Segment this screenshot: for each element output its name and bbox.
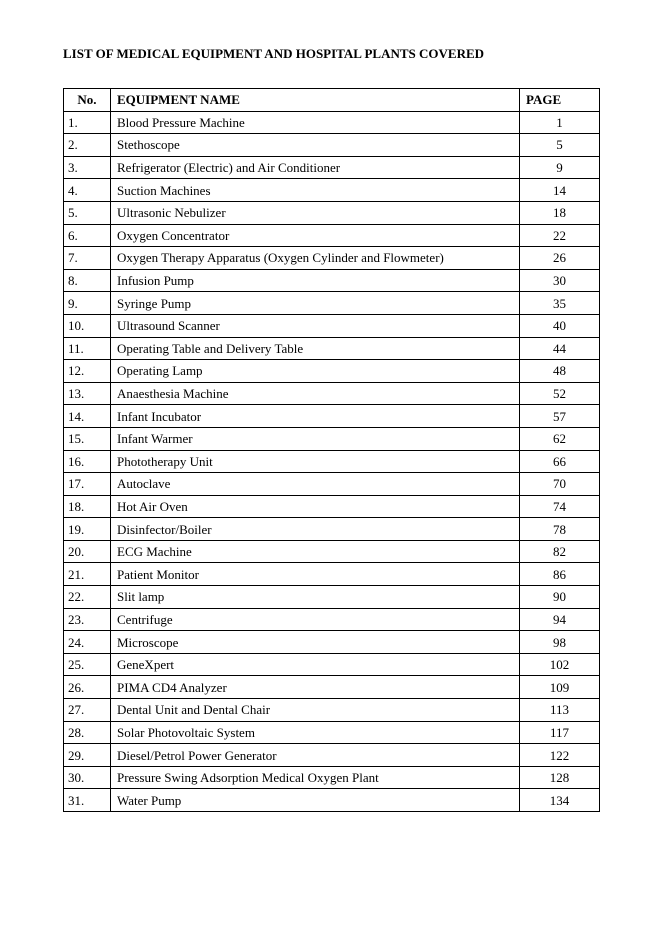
table-row xyxy=(64,608,600,631)
table-row xyxy=(64,111,600,134)
page-number: 35 xyxy=(520,292,600,315)
row-number: 23. xyxy=(64,608,111,631)
row-number: 21. xyxy=(64,563,111,586)
page-number: 1 xyxy=(520,111,600,134)
row-number: 4. xyxy=(64,179,111,202)
page-number: 98 xyxy=(520,631,600,654)
table-header-row xyxy=(64,89,600,112)
table-row xyxy=(64,360,600,383)
equipment-name: Operating Lamp xyxy=(111,360,520,383)
equipment-name: Infant Incubator xyxy=(111,405,520,428)
table-row xyxy=(64,427,600,450)
header-page: PAGE xyxy=(520,89,600,112)
row-number: 3. xyxy=(64,156,111,179)
row-number: 30. xyxy=(64,766,111,789)
equipment-name: ECG Machine xyxy=(111,540,520,563)
page-number: 22 xyxy=(520,224,600,247)
equipment-name: Infusion Pump xyxy=(111,269,520,292)
page-number: 82 xyxy=(520,540,600,563)
row-number: 8. xyxy=(64,269,111,292)
table-row xyxy=(64,450,600,473)
equipment-name: Syringe Pump xyxy=(111,292,520,315)
page-number: 40 xyxy=(520,314,600,337)
table-row xyxy=(64,518,600,541)
page-number: 94 xyxy=(520,608,600,631)
table-row xyxy=(64,721,600,744)
page-number: 18 xyxy=(520,201,600,224)
equipment-name: Anaesthesia Machine xyxy=(111,382,520,405)
page-number: 113 xyxy=(520,699,600,722)
table-row xyxy=(64,563,600,586)
page-number: 30 xyxy=(520,269,600,292)
table-row xyxy=(64,405,600,428)
row-number: 25. xyxy=(64,653,111,676)
table-row xyxy=(64,699,600,722)
equipment-name: Dental Unit and Dental Chair xyxy=(111,699,520,722)
row-number: 11. xyxy=(64,337,111,360)
equipment-name: PIMA CD4 Analyzer xyxy=(111,676,520,699)
table-row xyxy=(64,247,600,270)
table-row xyxy=(64,676,600,699)
page-number: 90 xyxy=(520,586,600,609)
equipment-name: GeneXpert xyxy=(111,653,520,676)
row-number: 2. xyxy=(64,134,111,157)
row-number: 19. xyxy=(64,518,111,541)
equipment-table xyxy=(63,88,600,812)
row-number: 16. xyxy=(64,450,111,473)
page-number: 48 xyxy=(520,360,600,383)
equipment-name: Blood Pressure Machine xyxy=(111,111,520,134)
row-number: 9. xyxy=(64,292,111,315)
equipment-name: Water Pump xyxy=(111,789,520,812)
equipment-name: Ultrasound Scanner xyxy=(111,314,520,337)
header-equipment-name: EQUIPMENT NAME xyxy=(111,89,520,112)
page-number: 44 xyxy=(520,337,600,360)
equipment-name: Stethoscope xyxy=(111,134,520,157)
row-number: 20. xyxy=(64,540,111,563)
row-number: 18. xyxy=(64,495,111,518)
row-number: 12. xyxy=(64,360,111,383)
table-row xyxy=(64,134,600,157)
table-row xyxy=(64,586,600,609)
page-number: 117 xyxy=(520,721,600,744)
row-number: 15. xyxy=(64,427,111,450)
equipment-name: Autoclave xyxy=(111,473,520,496)
page-number: 109 xyxy=(520,676,600,699)
table-body xyxy=(64,111,600,811)
table-row xyxy=(64,540,600,563)
table-row xyxy=(64,292,600,315)
table-row xyxy=(64,766,600,789)
page-number: 134 xyxy=(520,789,600,812)
equipment-name: Solar Photovoltaic System xyxy=(111,721,520,744)
table-row xyxy=(64,314,600,337)
equipment-name: Oxygen Concentrator xyxy=(111,224,520,247)
row-number: 28. xyxy=(64,721,111,744)
row-number: 7. xyxy=(64,247,111,270)
table-row xyxy=(64,789,600,812)
page-number: 66 xyxy=(520,450,600,473)
page-number: 128 xyxy=(520,766,600,789)
row-number: 27. xyxy=(64,699,111,722)
page-number: 26 xyxy=(520,247,600,270)
table-row xyxy=(64,156,600,179)
page-number: 62 xyxy=(520,427,600,450)
page-number: 52 xyxy=(520,382,600,405)
page-number: 102 xyxy=(520,653,600,676)
row-number: 14. xyxy=(64,405,111,428)
page-number: 57 xyxy=(520,405,600,428)
page-number: 78 xyxy=(520,518,600,541)
equipment-name: Pressure Swing Adsorption Medical Oxygen Plant xyxy=(111,766,520,789)
page-number: 70 xyxy=(520,473,600,496)
page-number: 14 xyxy=(520,179,600,202)
equipment-name: Oxygen Therapy Apparatus (Oxygen Cylinder and Flowmeter) xyxy=(111,247,520,270)
row-number: 31. xyxy=(64,789,111,812)
equipment-name: Phototherapy Unit xyxy=(111,450,520,473)
equipment-name: Refrigerator (Electric) and Air Conditioner xyxy=(111,156,520,179)
table-row xyxy=(64,382,600,405)
row-number: 13. xyxy=(64,382,111,405)
header-no: No. xyxy=(64,89,111,112)
row-number: 22. xyxy=(64,586,111,609)
equipment-name: Slit lamp xyxy=(111,586,520,609)
row-number: 1. xyxy=(64,111,111,134)
equipment-name: Infant Warmer xyxy=(111,427,520,450)
equipment-name: Hot Air Oven xyxy=(111,495,520,518)
row-number: 6. xyxy=(64,224,111,247)
table-row xyxy=(64,744,600,767)
page-number: 9 xyxy=(520,156,600,179)
row-number: 17. xyxy=(64,473,111,496)
equipment-name: Diesel/Petrol Power Generator xyxy=(111,744,520,767)
table-row xyxy=(64,224,600,247)
equipment-name: Microscope xyxy=(111,631,520,654)
page-number: 5 xyxy=(520,134,600,157)
table-row xyxy=(64,631,600,654)
page-title: LIST OF MEDICAL EQUIPMENT AND HOSPITAL PLANTS COVERED xyxy=(63,46,485,61)
table-row xyxy=(64,495,600,518)
page-number: 74 xyxy=(520,495,600,518)
equipment-name: Suction Machines xyxy=(111,179,520,202)
table-row xyxy=(64,179,600,202)
table-row xyxy=(64,653,600,676)
table-row xyxy=(64,269,600,292)
table-row xyxy=(64,201,600,224)
row-number: 29. xyxy=(64,744,111,767)
equipment-name: Ultrasonic Nebulizer xyxy=(111,201,520,224)
table-row xyxy=(64,473,600,496)
equipment-name: Disinfector/Boiler xyxy=(111,518,520,541)
row-number: 5. xyxy=(64,201,111,224)
equipment-name: Centrifuge xyxy=(111,608,520,631)
table-row xyxy=(64,337,600,360)
row-number: 10. xyxy=(64,314,111,337)
page-number: 122 xyxy=(520,744,600,767)
page-number: 86 xyxy=(520,563,600,586)
equipment-name: Operating Table and Delivery Table xyxy=(111,337,520,360)
row-number: 24. xyxy=(64,631,111,654)
row-number: 26. xyxy=(64,676,111,699)
equipment-name: Patient Monitor xyxy=(111,563,520,586)
